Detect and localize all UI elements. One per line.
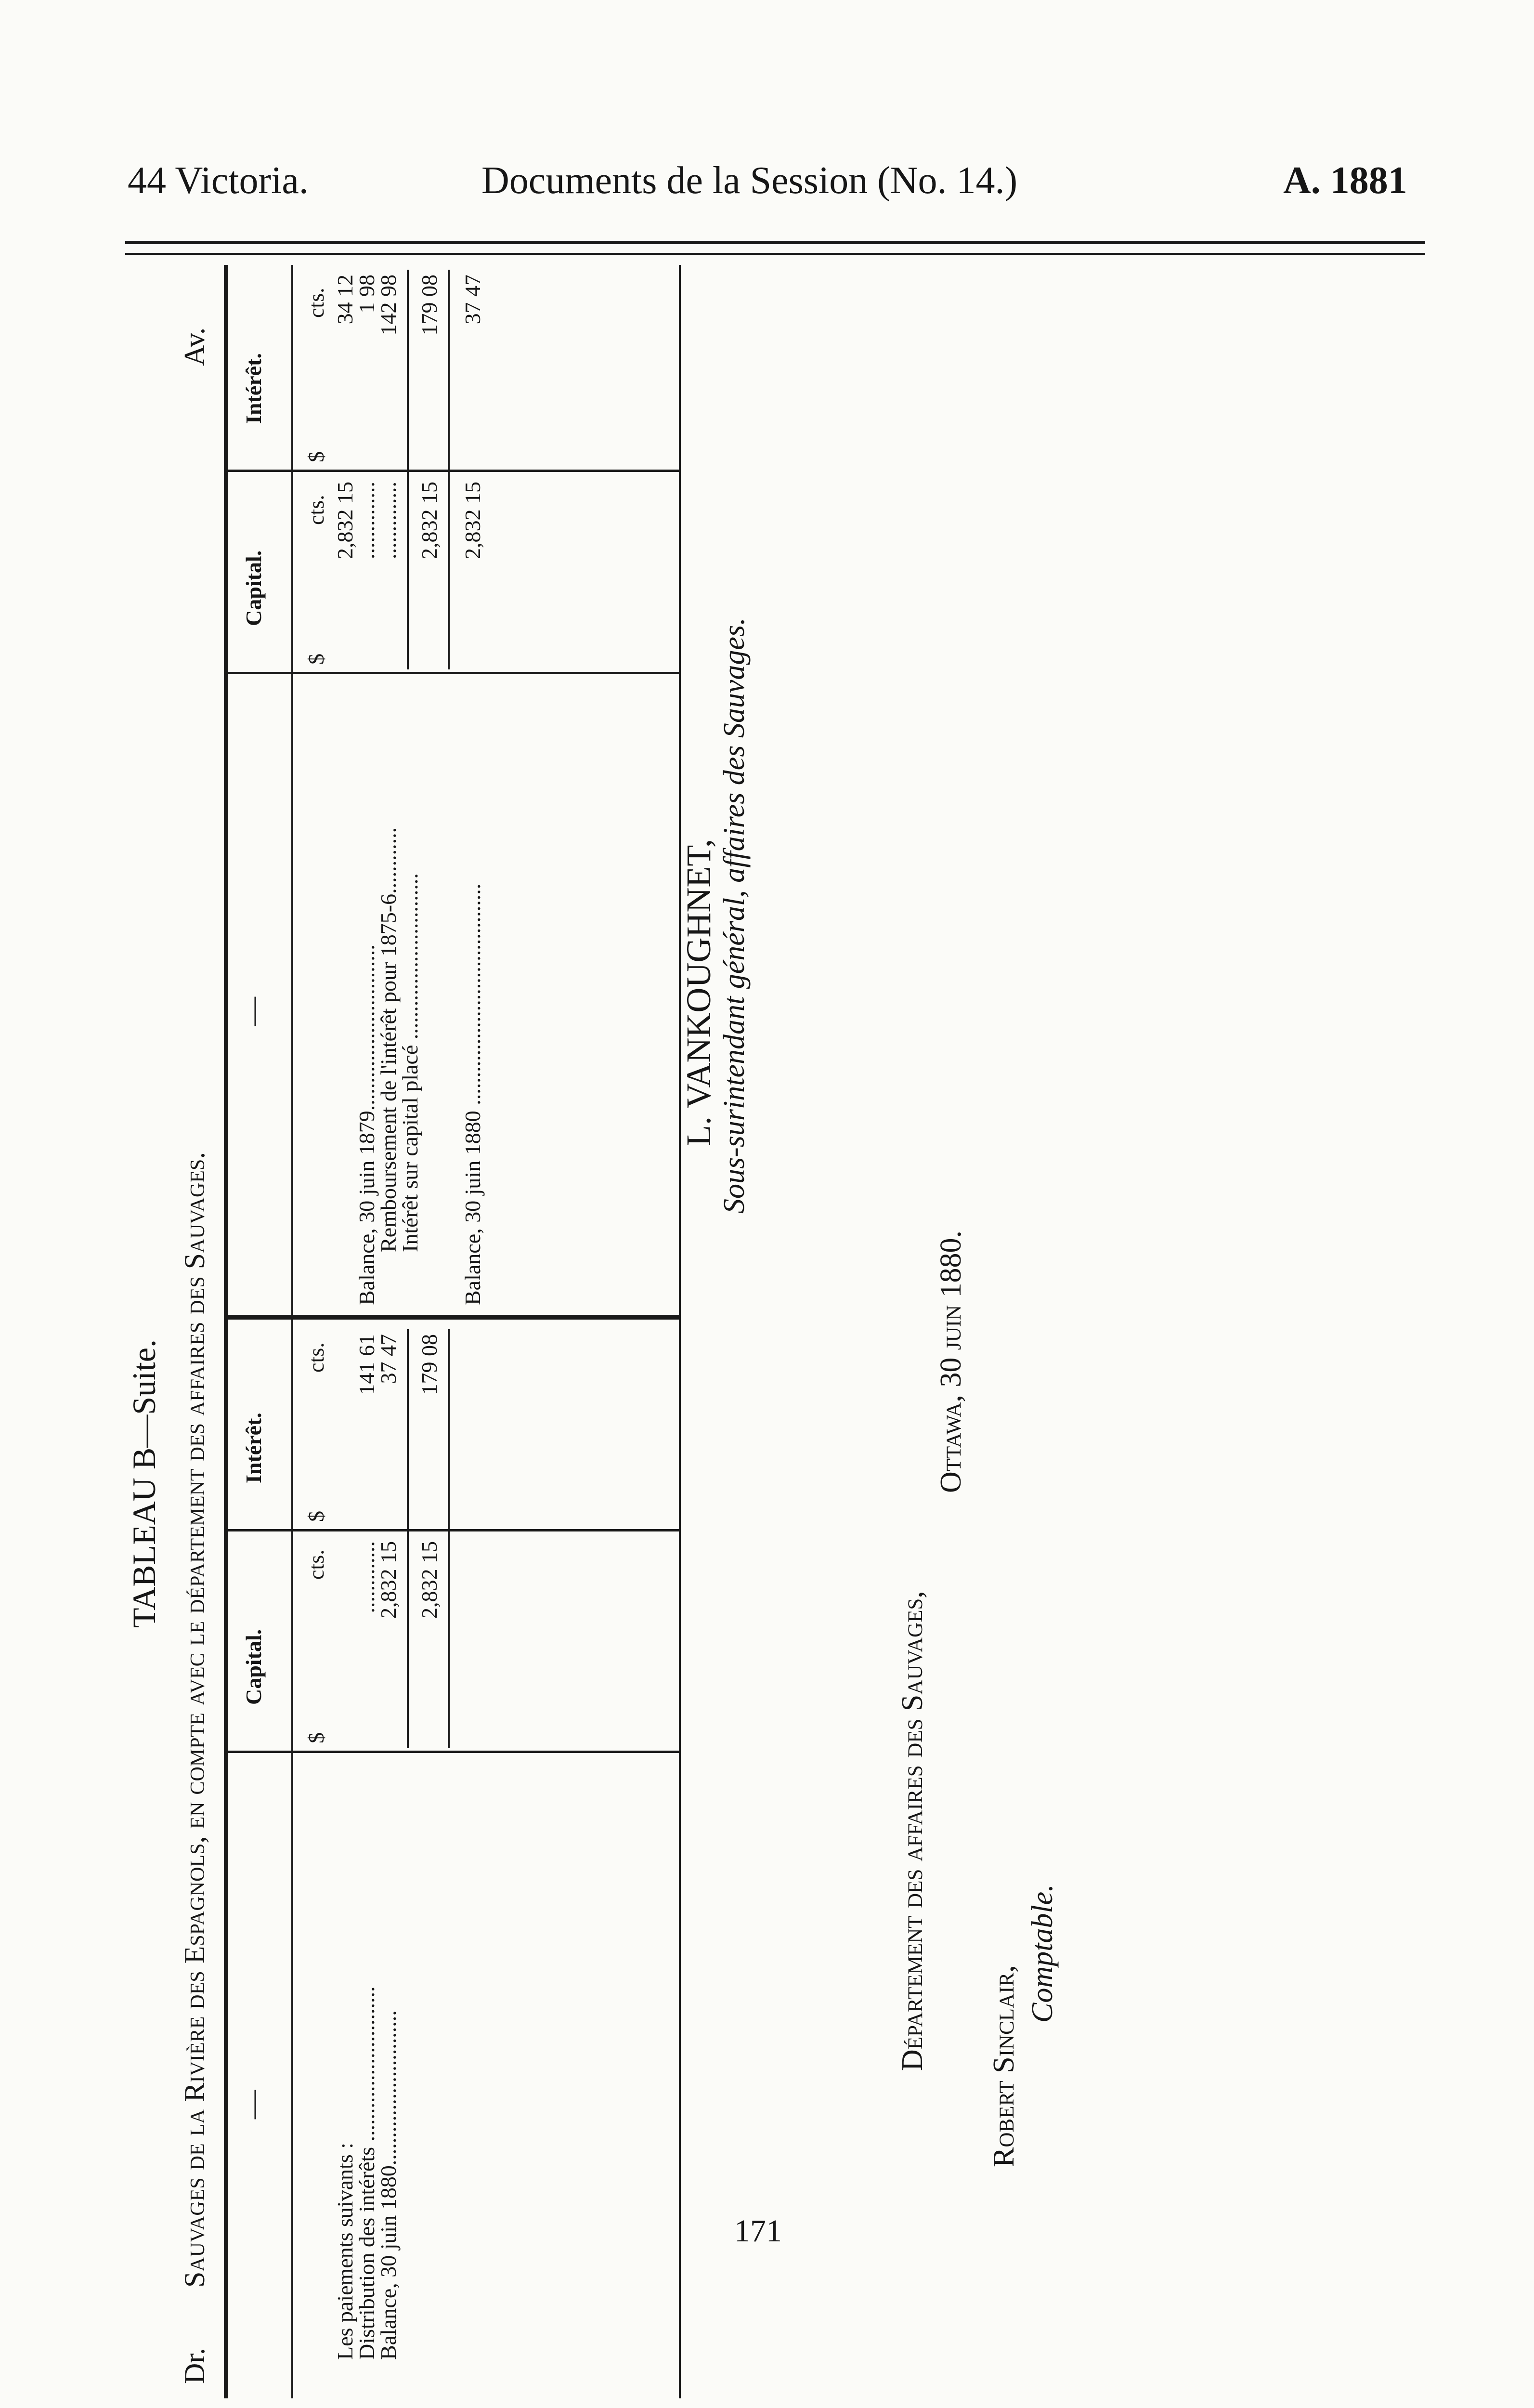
header-document-title: Documents de la Session (No. 14.) [481,159,1018,202]
column-header-rule [291,265,293,2398]
left-row-label: Balance, 30 juin 1880............................ [376,2010,401,2360]
left-desc-dash: — [236,2090,268,2119]
table-subtitle: Sauvages de la Rivière des Espagnols, en compte avec le département des affaires des Sauvages. [179,1152,210,2288]
right-interet-dollar: $ [304,451,328,462]
header-rule-thin [125,253,1425,255]
right-balance-interet: 37 47 [460,275,485,325]
right-total-interet: 179 08 [417,275,442,336]
right-row-label: Balance, 30 juin 1879.............................. [354,944,379,1305]
left-total-interet: 179 08 [417,1334,442,1395]
right-row-label: Intérêt sur capital placé .............................. [398,873,422,1252]
signatory-name: L. VANKOUGHNET, [679,839,718,1146]
right-row-label: Remboursement de l'intérêt pour 1875-6............ [376,827,401,1252]
right-interet-header: Intérêt. [241,353,266,424]
left-row-interet: 141 61 [354,1334,379,1395]
left-total-bottom-rule [448,1329,450,1748]
page-number: 171 [734,2213,782,2249]
header-rule-thick [125,241,1425,244]
left-row-label: Les paiements suivants : [333,2143,357,2360]
left-capital-header: Capital. [241,1629,266,1705]
right-total-capital: 2,832 15 [417,482,442,559]
left-row-label: Distribution des intérêts ............................ [354,1986,379,2360]
rotated-table-block [106,265,756,2398]
right-capital-header: Capital. [241,550,266,626]
accountant-name: Robert Sinclair, [988,1965,1020,2167]
debit-label: Dr. [179,2348,210,2384]
left-interet-cts: cts. [304,1342,328,1373]
right-interet-cts: cts. [304,288,328,318]
left-row-interet: 37 47 [376,1334,401,1384]
department-place-date: Ottawa, 30 juin 1880. [935,1230,967,1493]
center-double-rule [226,1315,679,1320]
right-row-capital: .............. [376,482,401,559]
accountant-block [987,1589,1131,2167]
signatory-title: Sous-surintendant général, affaires des Sauvages. [718,617,751,1214]
right-balance-label: Balance, 30 juin 1880 ........................................ [460,883,485,1305]
table-bottom-rule [679,265,681,2398]
left-row-capital: ............. [354,1541,379,1613]
col-sep-left-1 [226,1751,679,1753]
accountant-title: Comptable. [1026,1884,1059,2023]
right-row-capital: 2,832 15 [333,482,357,559]
credit-label: Av. [179,327,210,366]
table-top-rule [224,265,228,2398]
left-total-rule [407,1329,409,1748]
col-sep-right-2 [226,470,679,472]
left-interet-header: Intérêt. [241,1413,266,1483]
right-row-interet: 142 98 [376,275,401,336]
right-row-capital: .............. [354,482,379,559]
right-balance-capital: 2,832 15 [460,482,485,559]
left-row-capital: 2,832 15 [376,1541,401,1619]
right-capital-dollar: $ [304,654,328,665]
right-row-interet: 1 98 [354,275,379,314]
right-row-interet: 34 12 [333,275,357,325]
header-year: A. 1881 [1283,159,1407,202]
table-title: TABLEAU B—Suite. [126,1339,162,1628]
left-total-capital: 2,832 15 [417,1541,442,1619]
col-sep-right-1 [226,672,679,674]
left-interet-dollar: $ [304,1511,328,1522]
department-name: Département des affaires des Sauvages, [896,1591,929,2071]
right-total-bottom-rule [448,270,450,669]
col-sep-left-2 [226,1529,679,1531]
right-desc-dash: — [236,997,268,1026]
right-capital-cts: cts. [304,495,328,525]
left-capital-dollar: $ [304,1732,328,1743]
right-total-rule [407,270,409,669]
left-capital-cts: cts. [304,1549,328,1580]
header-session-year: 44 Victoria. [128,159,309,202]
